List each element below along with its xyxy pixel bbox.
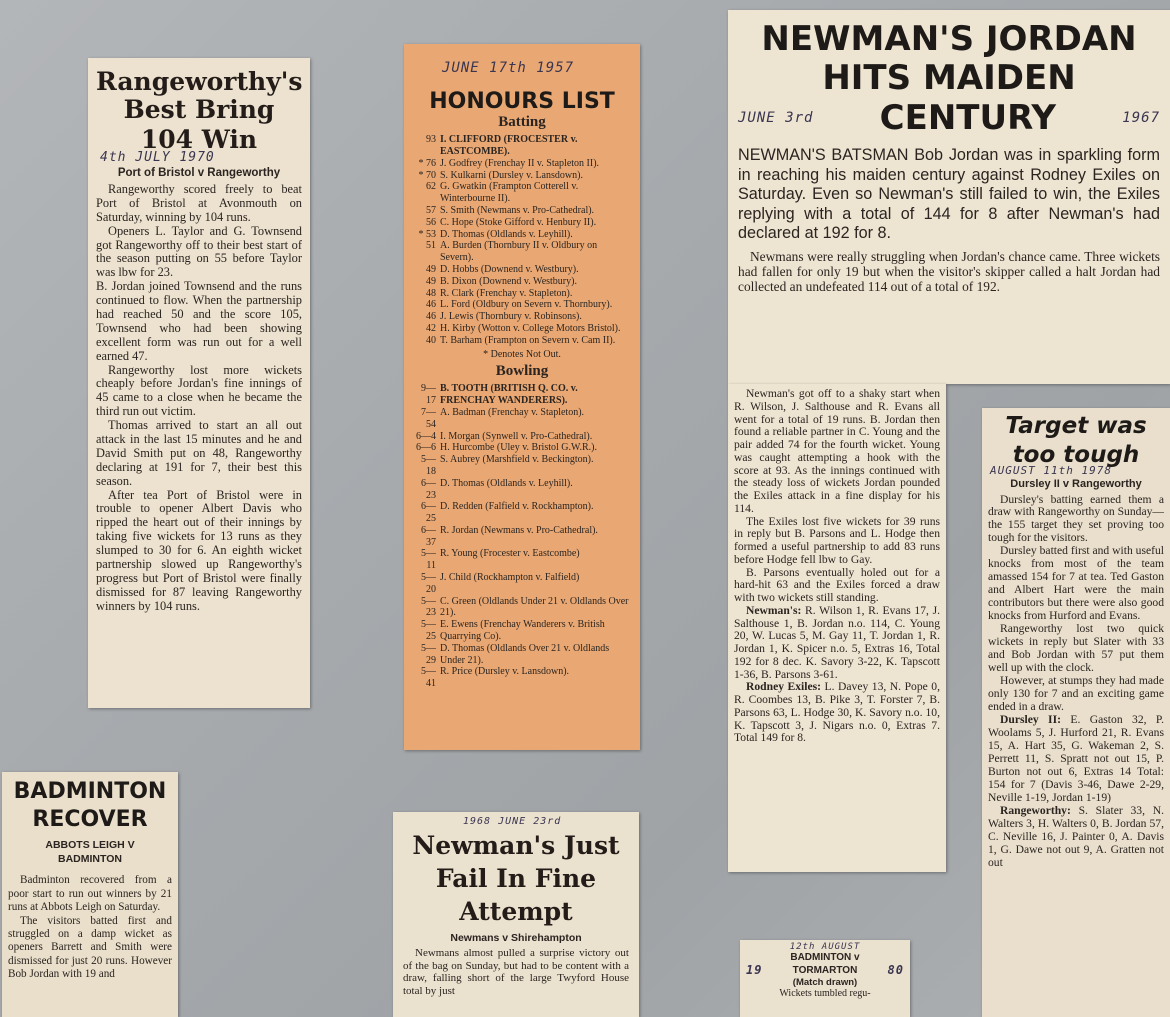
list-item	[412, 170, 632, 182]
score-figure: * 76	[418, 157, 436, 169]
list-item	[412, 525, 632, 549]
handwritten-date: 1968 JUNE 23rd	[463, 816, 562, 827]
list-item	[412, 288, 632, 300]
paragraph: Dursley batted first and with useful knocks from most of the team amassed 154 for 7 at tea. Ted Gaston and Albert Hart were the main contributors but there were also good knocks from Hurford and Evans.	[988, 544, 1164, 623]
player-entry: A. Badman (Frenchay v. Stapleton).	[440, 406, 585, 418]
paragraph: Newman's got off to a shaky start when R. Wilson, J. Salthouse and R. Evans all went for a total of 19 runs. B. Jordan then found a reliable partner in C. Young and the pair added 74 for the fourth wicket. Young was caught attempting a hook with the score at 93. As the innings continued with the steady loss of wickets Jordan pounded the Exiles attack in a fine display for his 114.	[734, 387, 940, 515]
match-subhead	[8, 839, 172, 866]
paragraph: The Exiles lost five wickets for 39 runs in reply but B. Parsons and L. Hodge then formed a useful partnership to add 83 runs before Hodge fell lbw to Gay.	[734, 514, 940, 566]
player-entry: L. Ford (Oldbury on Severn v. Thornbury).	[440, 299, 613, 311]
headline-line: CENTURY	[879, 97, 1057, 138]
result-line: (Match drawn)	[792, 977, 858, 988]
score-figure: 6—6	[416, 442, 436, 454]
scorecard-dursley	[988, 713, 1164, 804]
score-figure: 62	[426, 181, 436, 193]
paragraph: B. Parsons eventually holed out for a hard-hit 63 and the Exiles forced a draw with two wickets still standing.	[734, 565, 940, 604]
score-figure: 6—4	[416, 430, 436, 442]
newmans-just-headline	[403, 829, 629, 928]
handwritten-score: 19	[746, 963, 763, 977]
article-para	[738, 249, 1160, 294]
paragraph: Newmans almost pulled a surprise victory out of the bag on Sunday, but had to be content with a draw, falling short of the large Twyford House total by just	[403, 947, 629, 997]
batting-title: Batting	[498, 114, 546, 131]
player-entry: H. Hurcombe (Uley v. Bristol G.W.R.).	[440, 442, 598, 454]
scorecard-text: R. Wilson 1, R. Evans 17, J. Salthouse 1, B. Jordan n.o. 114, C. Young 20, W. Lucas 5, M. Gay 11, T. Jordan 1, R. Jordan 1, K. Spicer n.o. 5, Extras 16, Total 192 for 8 dec. K. Savory 3-22, K. Tapscott 1-36, B. Parsons 3-61.	[734, 603, 940, 681]
player-entry: B. TOOTH (BRITISH Q. CO. v. FRENCHAY WANDERERS).	[440, 383, 578, 407]
player-entry: C. Hope (Stoke Gifford v. Henbury II).	[440, 216, 597, 228]
list-item	[412, 240, 632, 264]
list-item	[412, 454, 632, 478]
rangeworthy-headline	[96, 68, 302, 154]
scorecard-exiles	[734, 681, 940, 745]
list-item	[412, 383, 632, 407]
not-out-note: * Denotes Not Out.	[483, 348, 561, 360]
newmans-just-clipping	[393, 812, 639, 1017]
list-item	[412, 264, 632, 276]
player-entry: R. Price (Dursley v. Lansdown).	[440, 666, 570, 678]
score-figure: 49	[426, 263, 436, 275]
headline-row	[738, 99, 1160, 138]
paragraph: Badminton recovered from a poor start to run out winners by 21 runs at Abbots Leigh on Saturday.	[8, 874, 172, 914]
handwritten-score: 80	[887, 963, 904, 977]
player-entry: S. Aubrey (Marshfield v. Beckington).	[440, 454, 594, 466]
score-figure: 5—25	[421, 619, 436, 643]
score-figure: 5—41	[421, 666, 436, 690]
match-line: BADMINTON v	[790, 952, 860, 963]
scorecard-label: Rangeworthy:	[1000, 804, 1071, 818]
score-figure: 5—11	[421, 548, 436, 572]
player-entry: D. Thomas (Oldlands Over 21 v. Oldlands Under 21).	[440, 642, 610, 666]
scorecard-text: S. Slater 33, N. Walters 3, H. Walters 0, B. Jordan 57, C. Neville 16, J. Painter 0, A. Davis 1, G. Dawe not out 9, A. Gratten not out	[988, 804, 1164, 870]
match-subhead: Dursley II v Rangeworthy	[1010, 477, 1142, 490]
player-entry: D. Redden (Falfield v. Rockhampton).	[440, 501, 594, 513]
score-figure: 46	[426, 299, 436, 311]
score-figure: 57	[426, 204, 436, 216]
score-figure: * 53	[418, 228, 436, 240]
player-entry: J. Lewis (Thornbury v. Robinsons).	[440, 311, 582, 323]
list-item	[412, 619, 632, 643]
player-entry: S. Smith (Newmans v. Pro-Cathedral).	[440, 204, 595, 216]
player-entry: E. Ewens (Frenchay Wanderers v. British Quarrying Co).	[440, 619, 605, 643]
badminton-headline	[8, 778, 172, 833]
player-entry: B. Dixon (Downend v. Westbury).	[440, 275, 577, 287]
score-figure: 40	[426, 334, 436, 346]
paragraph: However, at stumps they had made only 130 for 7 and an exciting game ended in a draw.	[988, 674, 1164, 714]
match-subhead: Port of Bristol v Rangeworthy	[117, 167, 281, 179]
subhead-line: BADMINTON	[58, 852, 122, 865]
list-item	[412, 181, 632, 205]
newman-jordan-headline	[738, 20, 1160, 138]
player-entry: R. Young (Frocester v. Eastcombe)	[440, 548, 580, 560]
score-figure: 6—25	[421, 501, 436, 525]
badminton-clipping	[2, 772, 178, 1017]
score-figure: 93	[426, 134, 436, 146]
team-name: TORMARTON	[792, 964, 858, 976]
scorecard-rangeworthy	[988, 804, 1164, 869]
headline-line: Best Bring	[123, 95, 275, 124]
player-entry: I. CLIFFORD (FROCESTER v. EASTCOMBE).	[440, 134, 578, 157]
target-clipping	[982, 408, 1170, 1017]
rangeworthy-clipping	[88, 58, 310, 708]
scorecard-text: L. Davey 13, N. Pope 0, R. Coombes 13, B. Pike 3, T. Forster 7, B. Parsons 63, L. Hodge 30, K. Savory n.o. 10, K. Tapscott 3, J. Nigars n.o. 0, Extras 7. Total 149 for 8.	[734, 680, 940, 745]
headline-line: Attempt	[459, 897, 573, 926]
list-item	[412, 335, 632, 347]
article-body	[8, 874, 172, 982]
score-figure: 48	[426, 287, 436, 299]
handwritten-date: AUGUST 11th 1978	[990, 463, 1112, 477]
score-figure: 5—23	[421, 595, 436, 619]
player-entry: S. Kulkarni (Dursley v. Lansdown).	[440, 169, 583, 181]
list-item	[412, 158, 632, 170]
player-entry: D. Thomas (Oldlands v. Leyhill).	[440, 477, 573, 489]
score-line	[746, 963, 904, 977]
handwritten-date: JUNE 17th 1957	[442, 60, 575, 76]
player-entry: H. Kirby (Wotton v. College Motors Bristol).	[440, 322, 621, 334]
list-item	[412, 478, 632, 502]
player-entry: A. Burden (Thornbury II v. Oldbury on Severn).	[440, 240, 598, 264]
subhead-line: ABBOTS LEIGH V	[45, 839, 135, 851]
score-figure: 9—17	[421, 383, 436, 407]
list-item	[412, 276, 632, 288]
paragraph: Rangeworthy lost more wickets cheaply before Jordan's fine innings of 45 came to a close when he became the third run out victim.	[96, 362, 302, 419]
paragraph: Thomas arrived to start an all out attack in the last 15 minutes and he and David Smith put on 48, Rangeworthy declaring at 191 for 7, their best this season.	[96, 418, 302, 488]
paragraph: Rangeworthy lost two quick wickets in reply but Slater with 33 and Bob Jordan with 57 put them well up with the clock.	[988, 622, 1164, 675]
player-entry: I. Morgan (Synwell v. Pro-Cathedral).	[440, 430, 593, 442]
match-subhead: Newmans v Shirehampton	[450, 932, 582, 944]
article-body	[96, 183, 302, 614]
paragraph: Openers L. Taylor and G. Townsend got Rangeworthy off to their best start of the season putting on 55 before Taylor was lbw for 23.	[96, 223, 302, 280]
headline-line: Newman's Just	[412, 831, 620, 860]
article-body	[403, 947, 629, 998]
paragraph: B. Jordan joined Townsend and the runs continued to flow. When the partnership had reached 50 and the score 105, Townsend who had been showing excellent form was run out for a well earned 47.	[96, 279, 302, 363]
score-figure: 5—29	[421, 642, 436, 666]
target-headline	[988, 412, 1164, 470]
headline-line: too tough	[1012, 441, 1140, 468]
player-entry: G. Gwatkin (Frampton Cotterell v. Winterbourne II).	[440, 181, 579, 205]
score-figure: 6—37	[421, 524, 436, 548]
list-item	[412, 205, 632, 217]
honours-headline: HONOURS LIST	[429, 89, 615, 114]
list-item	[412, 572, 632, 596]
list-item	[412, 299, 632, 311]
paragraph: Rangeworthy scored freely to beat Port of Bristol at Avonmouth on Saturday, winning by 104 runs.	[96, 182, 302, 224]
honours-list-clipping	[404, 44, 640, 750]
article-start: Wickets tumbled regu-	[779, 988, 871, 999]
score-figure: 5—20	[421, 572, 436, 595]
paragraph: After tea Port of Bristol were in trouble to opener Albert Davis who ripped the heart out of their innings by taking five wickets for 13 runs as they slumped to 30 for 6. An eighth wicket partnership slowed up Rangeworthy's progress but Port of Bristol were finally dismissed for 87 leaving Rangeworthy winners by 104 runs.	[96, 487, 302, 613]
bowling-title: Bowling	[495, 363, 549, 380]
list-item	[412, 548, 632, 572]
score-figure: 5—18	[421, 454, 436, 477]
headline-line: Rangeworthy's	[96, 67, 303, 96]
list-item	[412, 407, 632, 431]
headline-line: HITS MAIDEN	[822, 58, 1076, 99]
article-body	[988, 493, 1164, 870]
player-entry: D. Hobbs (Downend v. Westbury).	[440, 263, 579, 275]
list-item	[412, 323, 632, 335]
list-item	[412, 311, 632, 323]
score-figure: 49	[426, 275, 436, 287]
newman-jordan-clipping	[728, 10, 1170, 384]
handwritten-date: 12th AUGUST	[789, 942, 861, 952]
list-item	[412, 229, 632, 241]
handwritten-date: 4th JULY 1970	[100, 150, 215, 165]
headline-line: BADMINTON	[13, 779, 167, 804]
headline-line: NEWMAN'S JORDAN	[761, 19, 1137, 59]
tormarton-clipping	[740, 940, 910, 1017]
score-figure: 46	[426, 311, 436, 323]
score-figure: 56	[426, 216, 436, 228]
paragraph: Dursley's batting earned them a draw with Rangeworthy on Sunday—the 155 target they set proving too tough for the visitors.	[988, 492, 1164, 545]
player-entry: R. Jordan (Newmans v. Pro-Cathedral).	[440, 524, 598, 536]
list-item	[412, 666, 632, 690]
score-figure: 42	[426, 322, 436, 334]
scorecard-text: E. Gaston 32, P. Woolams 5, J. Hurford 21, R. Evans 15, A. Hart 35, G. Wakeman 2, S. Perrett 11, S. Spratt not out 15, P. Burton not out 6, Extras 14 Total: 154 for 7 (Davis 3-46, Dawe 2-29, Neville 1-19, Jordan 1-19)	[988, 713, 1164, 805]
paragraph: The visitors batted first and struggled on a damp wicket as openers Barrett and Smith were dismissed for just 20 runs. However Bob Jordan with 19 and	[8, 914, 172, 981]
player-entry: R. Clark (Frenchay v. Stapleton).	[440, 287, 573, 299]
list-item	[412, 442, 632, 454]
player-entry: D. Thomas (Oldlands v. Leyhill).	[440, 228, 573, 240]
scorecard-newmans	[734, 605, 940, 682]
score-figure: 7—54	[421, 406, 436, 430]
newman-jordan-column	[728, 384, 946, 872]
list-item	[412, 134, 632, 158]
headline-line: RECOVER	[32, 806, 148, 832]
headline-line: 104 Win	[140, 125, 258, 154]
player-entry: C. Green (Oldlands Under 21 v. Oldlands Over 21).	[440, 595, 629, 619]
handwritten-year: 1967	[1122, 110, 1160, 127]
list-item	[412, 501, 632, 525]
headline-line: Target was	[1005, 413, 1147, 439]
score-figure: 6—23	[421, 477, 436, 501]
score-figure: 51	[426, 240, 436, 252]
player-entry: J. Godfrey (Frenchay II v. Stapleton II).	[440, 157, 600, 169]
handwritten-date: JUNE 3rd	[738, 110, 814, 127]
player-entry: J. Child (Rockhampton v. Falfield)	[440, 572, 580, 584]
article-intro: NEWMAN'S BATSMAN Bob Jordan was in sparkling form in reaching his maiden century against Rodney Exiles on Saturday. Even so Newman's still failed to win, the Exiles replying with a total of 144 for 8 after Newman's had declared at 192 for 8.	[738, 146, 1160, 243]
scorecard-label: Rodney Exiles:	[746, 680, 822, 694]
score-figure: * 70	[418, 169, 436, 181]
article-body	[734, 388, 940, 745]
batting-list	[412, 134, 632, 346]
list-item	[412, 596, 632, 620]
list-item	[412, 643, 632, 667]
headline-line: Fail In Fine	[435, 864, 597, 893]
scorecard-label: Newman's:	[746, 603, 802, 617]
paragraph: Newmans were really struggling when Jordan's chance came. Three wickets had fallen for only 19 but when the visitor's skipper called a halt Jordan had collected an undefeated 114 out of a total of 192.	[738, 248, 1160, 294]
scorecard-label: Dursley II:	[1000, 713, 1061, 727]
bowling-list	[412, 383, 632, 690]
list-item	[412, 217, 632, 229]
player-entry: T. Barham (Frampton on Severn v. Cam II).	[440, 334, 616, 346]
list-item	[412, 431, 632, 443]
